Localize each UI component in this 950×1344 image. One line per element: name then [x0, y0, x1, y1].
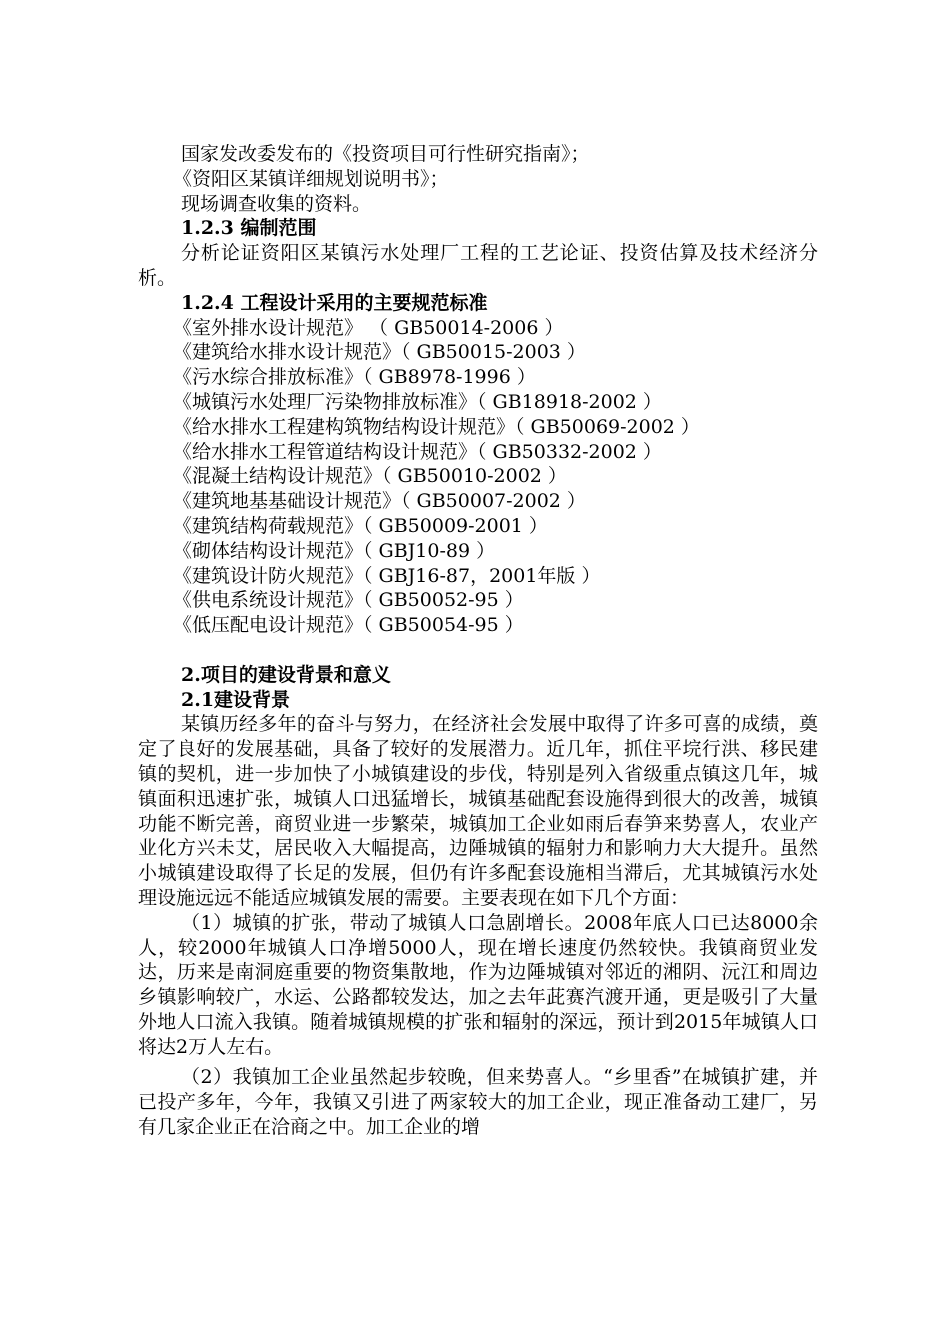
paragraph-item-2: （2）我镇加工企业虽然起步较晚，但来势喜人。“乡里香”在城镇扩建，并已投产多年，今年，我镇又引进了两家较大的加工企业，现正准备动工建厂，另有几家企业正在洽商之中。加工企业的增 [138, 1066, 818, 1139]
chapter-heading-2: 2.项目的建设背景和意义 [181, 663, 391, 686]
blank-line [138, 638, 818, 663]
standard-item: 《砌体结构设计规范》（ GBJ10-89 ） [173, 539, 496, 562]
standard-item: 《给水排水工程建构筑物结构设计规范》（ GB50069-2002 ） [173, 415, 700, 438]
section-heading-1-2-4: 1.2.4 工程设计采用的主要规范标准 [181, 291, 488, 314]
reference-item: 《资阳区某镇详细规划说明书》； [173, 167, 449, 190]
reference-item: 国家发改委发布的《投资项目可行性研究指南》； [181, 143, 590, 165]
standard-item: 《污水综合排放标准》（ GB8978-1996 ） [173, 366, 536, 389]
paragraph-item-1: （1）城镇的扩张，带动了城镇人口急剧增长。2008年底人口已达8000余人，较2000年城镇人口净增5000人，现在增长速度仍然较快。我镇商贸业发达，历来是南洞庭重要的物资集散地，作为边陲城镇对邻近的湘阴、沅江和周边乡镇影响较广，水运、公路都较发达，加之去年茈赛汽渡开通，更是吸引了大量外地人口流入我镇。随着城镇规模的扩张和辐射的深远，预计到2015年城镇人口将达2万人左右。 [138, 911, 818, 1058]
standard-item: 《低压配电设计规范》（ GB50054-95 ） [173, 614, 524, 637]
standard-item: 《给水排水工程管道结构设计规范》（ GB50332-2002 ） [173, 440, 662, 463]
section-heading-1-2-3: 1.2.3 编制范围 [181, 217, 317, 240]
standard-item: 《建筑地基基础设计规范》（ GB50007-2002 ） [173, 490, 586, 513]
paragraph-background: 某镇历经多年的奋斗与努力，在经济社会发展中取得了许多可喜的成绩，奠定了良好的发展基础，具备了较好的发展潜力。近几年，抓住平垸行洪、移民建镇的契机，进一步加快了小城镇建设的步伐，特别是列入省级重点镇这几年，城镇面积迅速扩张，城镇人口迅猛增长，城镇基础配套设施得到很大的改善，城镇功能不断完善，商贸业进一步繁荣，城镇加工企业如雨后春笋来势喜人，农业产业化方兴未艾，居民收入大幅提高，边陲城镇的辐射力和影响力大大提升。虽然小城镇建设取得了长足的发展，但仍有许多配套设施相当滞后，尤其城镇污水处理设施远远不能适应城镇发展的需要。主要表现在如下几个方面： [138, 713, 818, 909]
standard-item: 《供电系统设计规范》（ GB50052-95 ） [173, 589, 524, 612]
standard-item: 《室外排水设计规范》 （ GB50014-2006 ） [173, 316, 564, 339]
reference-item: 现场调查收集的资料。 [181, 192, 372, 215]
standard-item: 《建筑给水排水设计规范》（ GB50015-2003 ） [173, 341, 586, 364]
section-heading-2-1: 2.1建设背景 [181, 688, 291, 711]
standard-item: 《混凝土结构设计规范》（ GB50010-2002 ） [173, 465, 567, 488]
document-page [138, 142, 818, 1140]
standard-item: 《城镇污水处理厂污染物排放标准》（ GB18918-2002 ） [173, 390, 662, 413]
standard-item: 《建筑结构荷载规范》（ GB50009-2001 ） [173, 514, 548, 537]
standard-item: 《建筑设计防火规范》（ GBJ16-87，2001年版 ） [173, 564, 601, 587]
section-body-1-2-3: 分析论证资阳区某镇污水处理厂工程的工艺论证、投资估算及技术经济分析。 [138, 242, 818, 289]
